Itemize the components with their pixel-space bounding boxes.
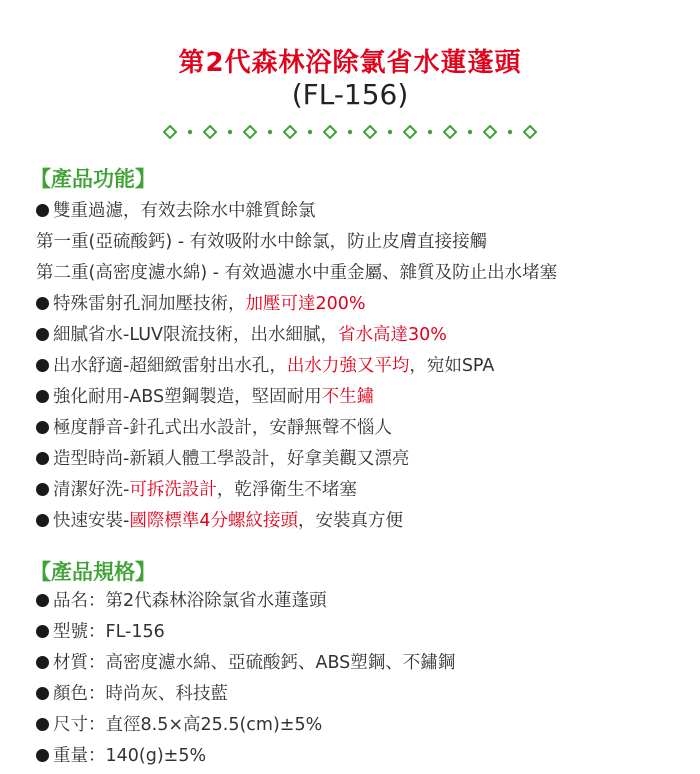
spec-row bbox=[36, 679, 686, 710]
feature-suffix: ，乾淨衛生不堵塞 bbox=[216, 480, 357, 500]
feature-text: 出水舒適-超細緻雷射出水孔， bbox=[53, 356, 287, 376]
diamond-divider bbox=[150, 124, 550, 140]
bullet-icon bbox=[36, 718, 49, 731]
bullet-icon bbox=[36, 390, 49, 403]
specs-heading: 【產品規格】 bbox=[30, 560, 156, 584]
feature-text: 第一重(亞硫酸鈣) - 有效吸附水中餘氯，防止皮膚直接接觸 bbox=[36, 232, 488, 252]
feature-highlight: 省水高達30% bbox=[337, 325, 447, 345]
feature-highlight: 國際標準4分螺紋接頭 bbox=[129, 511, 298, 531]
feature-text: 極度靜音-針孔式出水設計，安靜無聲不惱人 bbox=[53, 418, 392, 438]
feature-row bbox=[36, 506, 686, 537]
bullet-icon bbox=[36, 452, 49, 465]
bullet-icon bbox=[36, 625, 49, 638]
dot-icon bbox=[508, 130, 512, 134]
spec-row bbox=[36, 648, 686, 679]
bullet-icon bbox=[36, 421, 49, 434]
dot-icon bbox=[468, 130, 472, 134]
feature-highlight: 可拆洗設計 bbox=[129, 480, 217, 500]
feature-row bbox=[36, 227, 686, 258]
spec-text: 型號：FL-156 bbox=[53, 622, 165, 642]
feature-text: 雙重過濾，有效去除水中雜質餘氯 bbox=[53, 201, 316, 221]
feature-text: 清潔好洗- bbox=[53, 480, 130, 500]
spec-text: 重量：140(g)±5% bbox=[53, 746, 207, 766]
diamond-icon bbox=[324, 126, 336, 138]
spec-text: 尺寸：直徑8.5×高25.5(cm)±5% bbox=[53, 715, 323, 735]
specs-list bbox=[36, 586, 686, 772]
feature-row bbox=[36, 413, 686, 444]
features-list bbox=[36, 196, 686, 537]
feature-highlight: 加壓可達200% bbox=[245, 294, 366, 314]
spec-row bbox=[36, 617, 686, 648]
spec-row bbox=[36, 710, 686, 741]
product-title: 第2代森林浴除氯省水蓮蓬頭 bbox=[178, 48, 522, 78]
feature-row bbox=[36, 444, 686, 475]
spec-row bbox=[36, 741, 686, 772]
feature-row bbox=[36, 382, 686, 413]
feature-suffix: ，宛如SPA bbox=[409, 356, 495, 376]
bullet-icon bbox=[36, 359, 49, 372]
feature-highlight: 不生鏽 bbox=[321, 387, 375, 407]
features-heading: 【產品功能】 bbox=[30, 167, 156, 191]
feature-text: 細膩省水-LUV限流技術，出水細膩， bbox=[53, 325, 338, 345]
diamond-icon bbox=[204, 126, 216, 138]
diamond-icon bbox=[524, 126, 536, 138]
feature-text: 第二重(高密度濾水綿) - 有效過濾水中重金屬、雜質及防止出水堵塞 bbox=[36, 263, 558, 283]
dot-icon bbox=[228, 130, 232, 134]
bullet-icon bbox=[36, 687, 49, 700]
bullet-icon bbox=[36, 656, 49, 669]
feature-row bbox=[36, 351, 686, 382]
dot-icon bbox=[308, 130, 312, 134]
bullet-icon bbox=[36, 749, 49, 762]
feature-text: 快速安裝- bbox=[53, 511, 130, 531]
feature-row bbox=[36, 320, 686, 351]
feature-text: 強化耐用-ABS塑鋼製造，堅固耐用 bbox=[53, 387, 322, 407]
bullet-icon bbox=[36, 328, 49, 341]
bullet-icon bbox=[36, 297, 49, 310]
diamond-icon bbox=[284, 126, 296, 138]
model-number: (FL-156) bbox=[291, 78, 409, 111]
bullet-icon bbox=[36, 483, 49, 496]
feature-suffix: ，安裝真方便 bbox=[297, 511, 403, 531]
diamond-icon bbox=[244, 126, 256, 138]
spec-text: 材質：高密度濾水綿、亞硫酸鈣、ABS塑鋼、不鏽鋼 bbox=[53, 653, 456, 673]
bullet-icon bbox=[36, 514, 49, 527]
bullet-icon bbox=[36, 204, 49, 217]
feature-text: 造型時尚-新穎人體工學設計，好拿美觀又漂亮 bbox=[53, 449, 410, 469]
diamond-icon bbox=[404, 126, 416, 138]
diamond-icon bbox=[164, 126, 176, 138]
dot-icon bbox=[188, 130, 192, 134]
dot-icon bbox=[388, 130, 392, 134]
feature-highlight: 出水力強又平均 bbox=[286, 356, 410, 376]
dot-icon bbox=[348, 130, 352, 134]
spec-text: 顏色：時尚灰、科技藍 bbox=[53, 684, 228, 704]
feature-row bbox=[36, 196, 686, 227]
diamond-icon bbox=[444, 126, 456, 138]
dot-icon bbox=[268, 130, 272, 134]
diamond-icon bbox=[484, 126, 496, 138]
diamond-icon bbox=[364, 126, 376, 138]
bullet-icon bbox=[36, 594, 49, 607]
feature-row bbox=[36, 475, 686, 506]
dot-icon bbox=[428, 130, 432, 134]
spec-row bbox=[36, 586, 686, 617]
feature-row bbox=[36, 258, 686, 289]
spec-text: 品名：第2代森林浴除氯省水蓮蓬頭 bbox=[53, 591, 327, 611]
feature-row bbox=[36, 289, 686, 320]
feature-text: 特殊雷射孔洞加壓技術， bbox=[53, 294, 246, 314]
